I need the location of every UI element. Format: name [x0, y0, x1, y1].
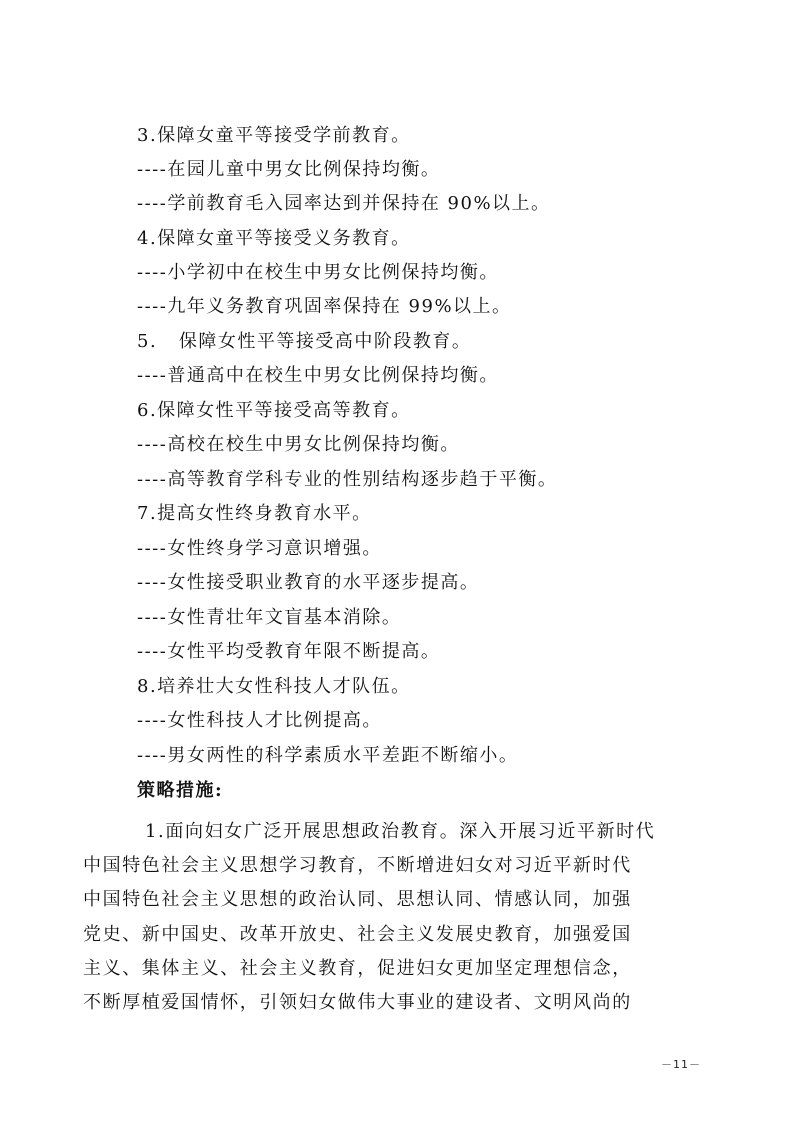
- goal-6-heading: 6.保障女性平等接受高等教育。: [137, 400, 411, 421]
- paragraph-line: 不断厚植爱国情怀，引领妇女做伟大事业的建设者、文明风尚的: [83, 992, 632, 1014]
- paragraph-line: 中国特色社会主义思想学习教育，不断增进妇女对习近平新时代: [83, 855, 632, 877]
- goal-7-heading: 7.提高女性终身教育水平。: [137, 503, 372, 524]
- goal-8-heading: 8.培养壮大女性科技人才队伍。: [137, 676, 411, 697]
- paragraph-line: 党史、新中国史、改革开放史、社会主义发展史教育，加强爱国: [83, 923, 632, 945]
- goal-7-target-2: ----女性接受职业教育的水平逐步提高。: [137, 572, 480, 593]
- goal-5-heading: 5. 保障女性平等接受高中阶段教育。: [137, 331, 472, 352]
- goal-7-target-4: ----女性平均受教育年限不断提高。: [137, 641, 441, 662]
- section-heading: 策略措施:: [137, 780, 224, 801]
- goal-8-target-1: ----女性科技人才比例提高。: [137, 710, 382, 731]
- goal-6-target-1: ----高校在校生中男女比例保持均衡。: [137, 434, 460, 455]
- goal-4-target-1: ----小学初中在校生中男女比例保持均衡。: [137, 262, 499, 283]
- goal-4-target-2: ----九年义务教育巩固率保持在 99%以上。: [137, 296, 512, 317]
- paragraph-line: 1.面向妇女广泛开展思想政治教育。深入开展习近平新时代: [145, 821, 656, 842]
- goal-8-target-2: ----男女两性的科学素质水平差距不断缩小。: [137, 745, 519, 766]
- goal-7-target-1: ----女性终身学习意识增强。: [137, 538, 382, 559]
- goal-6-target-2: ----高等教育学科专业的性别结构逐步趋于平衡。: [137, 469, 558, 490]
- goal-5-target-1: ----普通高中在校生中男女比例保持均衡。: [137, 365, 499, 386]
- goal-3-target-2: ----学前教育毛入园率达到并保持在 90%以上。: [137, 193, 551, 214]
- goal-4-heading: 4.保障女童平等接受义务教育。: [137, 228, 411, 249]
- page-number: －11－: [661, 1058, 701, 1071]
- body-paragraph: [83, 815, 717, 1020]
- paragraph-line: 主义、集体主义、社会主义教育，促进妇女更加坚定理想信念，: [83, 957, 632, 979]
- goal-3-heading: 3.保障女童平等接受学前教育。: [137, 125, 411, 146]
- goal-3-target-1: ----在园儿童中男女比例保持均衡。: [137, 159, 441, 180]
- goal-7-target-3: ----女性青壮年文盲基本消除。: [137, 607, 402, 628]
- paragraph-line: 中国特色社会主义思想的政治认同、思想认同、情感认同，加强: [83, 889, 632, 911]
